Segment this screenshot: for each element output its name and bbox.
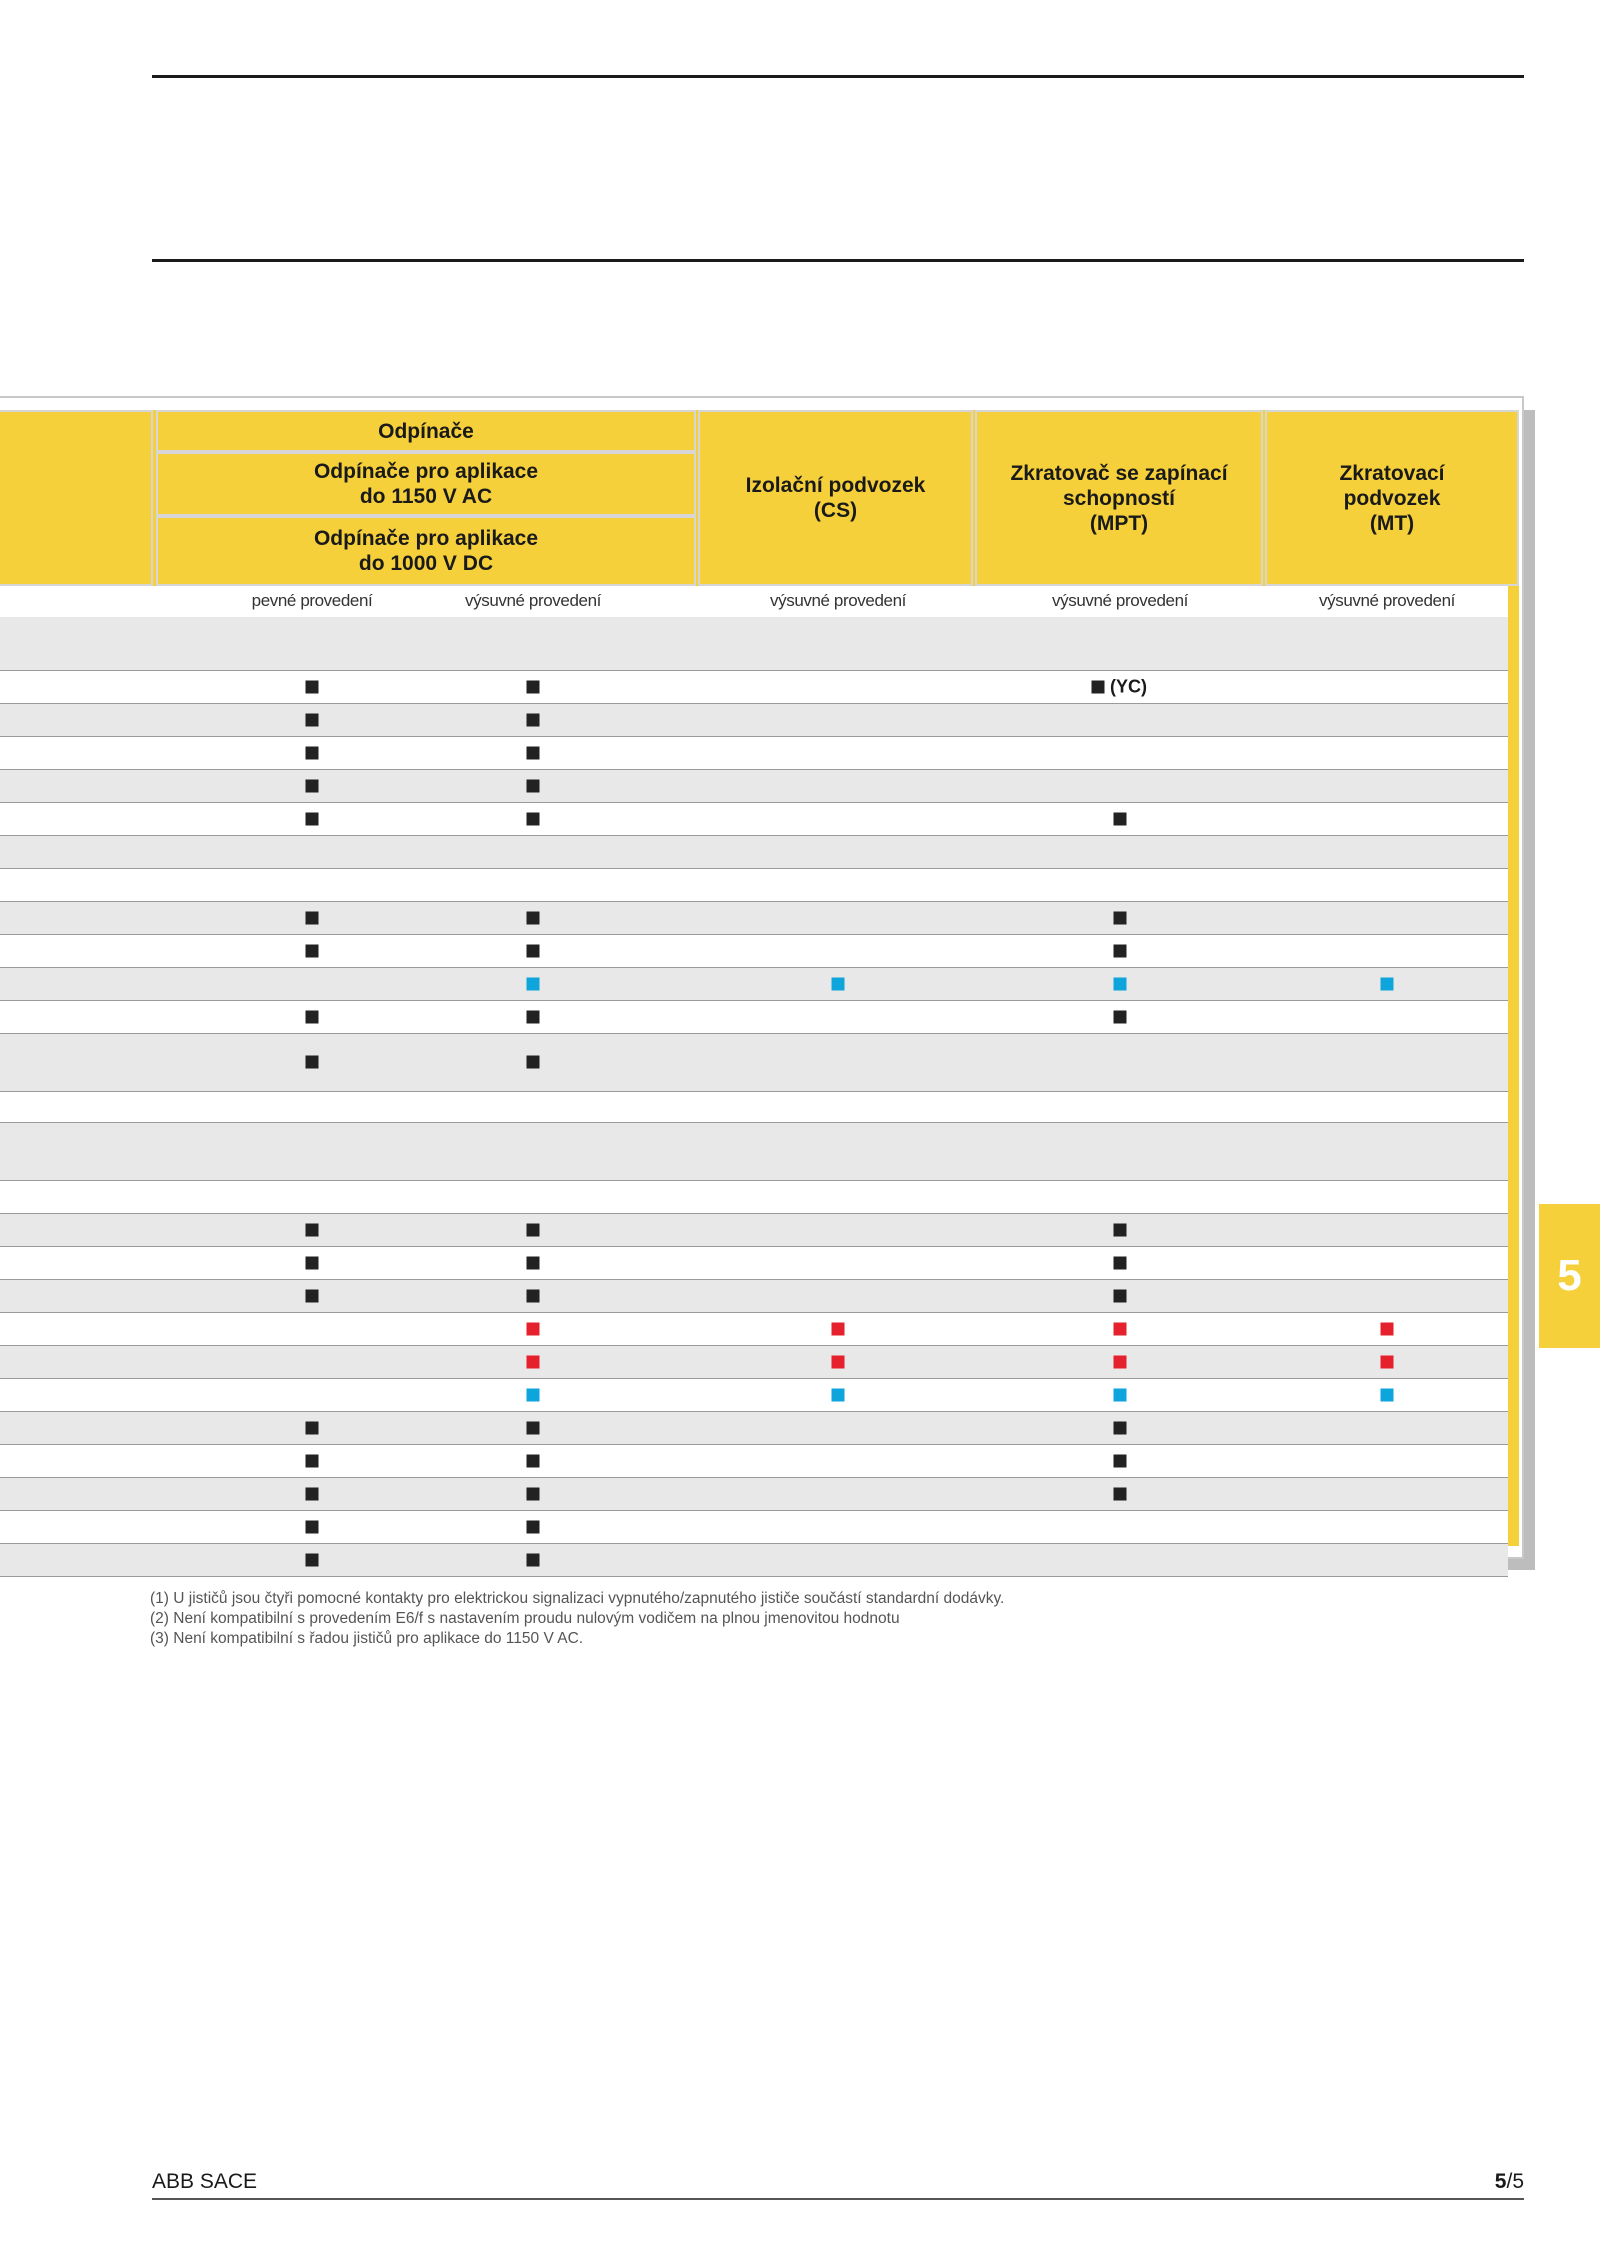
header-mpt: Zkratovač se zapínací schopností (MPT) <box>975 410 1263 586</box>
black-square-mark <box>1114 1223 1127 1236</box>
blue-square-mark <box>527 977 540 990</box>
red-square-mark <box>1381 1322 1394 1335</box>
header-odpinace: Odpínače <box>156 410 696 452</box>
table-row <box>0 770 1508 803</box>
black-square-mark <box>1114 1454 1127 1467</box>
footnote-2: (2) Není kompatibilní s provedením E6/f s nastavením proudu nulovým vodičem na plnou jmenovitou hodnotu <box>150 1610 900 1627</box>
table-row <box>0 1034 1508 1092</box>
blue-square-mark <box>527 1388 540 1401</box>
table-row <box>0 869 1508 902</box>
table-row <box>0 617 1508 671</box>
black-square-mark <box>306 1223 319 1236</box>
table-row <box>0 1445 1508 1478</box>
subheader-4: výsuvné provedení <box>1052 591 1188 610</box>
red-square-mark <box>527 1355 540 1368</box>
black-square-mark <box>306 1487 319 1500</box>
black-square-mark <box>306 680 319 693</box>
table-row <box>0 1123 1508 1181</box>
red-square-mark <box>1381 1355 1394 1368</box>
table-row <box>0 704 1508 737</box>
black-square-mark <box>1114 1010 1127 1023</box>
footnotes <box>150 1589 1004 1649</box>
table-row <box>0 902 1508 935</box>
footer-brand: ABB SACE <box>152 2170 258 2193</box>
black-square-mark <box>527 680 540 693</box>
table-row <box>0 935 1508 968</box>
black-square-mark <box>1092 680 1105 693</box>
black-square-mark <box>306 1454 319 1467</box>
table-row <box>0 1379 1508 1412</box>
yc-label: (YC) <box>1110 676 1147 696</box>
table-row <box>0 1511 1508 1544</box>
black-square-mark <box>527 779 540 792</box>
footnote-3: (3) Není kompatibilní s řadou jističů pro aplikace do 1150 V AC. <box>150 1630 584 1647</box>
black-square-mark <box>527 1289 540 1302</box>
black-square-mark <box>1114 1256 1127 1269</box>
table-row <box>0 1181 1508 1214</box>
table-row <box>0 1214 1508 1247</box>
subheader-5: výsuvné provedení <box>1319 591 1455 610</box>
black-square-mark <box>1114 1289 1127 1302</box>
black-square-mark <box>306 1520 319 1533</box>
page-number-bold: 5 <box>1494 2170 1507 2193</box>
page-number <box>1495 2170 1524 2194</box>
table-row <box>0 1478 1508 1511</box>
black-square-mark <box>306 1289 319 1302</box>
black-square-mark <box>306 911 319 924</box>
black-square-mark <box>527 1421 540 1434</box>
subheader-3: výsuvné provedení <box>770 591 906 610</box>
table-row <box>0 737 1508 770</box>
black-square-mark <box>527 746 540 759</box>
black-square-mark <box>1114 1487 1127 1500</box>
black-square-mark <box>1114 911 1127 924</box>
black-square-mark <box>527 1553 540 1566</box>
black-square-mark <box>306 746 319 759</box>
table-row <box>0 1346 1508 1379</box>
black-square-mark <box>527 1256 540 1269</box>
black-square-mark <box>527 911 540 924</box>
black-square-mark <box>527 944 540 957</box>
red-square-mark <box>832 1355 845 1368</box>
table-row <box>0 1247 1508 1280</box>
red-square-mark <box>832 1322 845 1335</box>
table-row <box>0 1280 1508 1313</box>
black-square-mark <box>527 812 540 825</box>
black-square-mark <box>527 1454 540 1467</box>
page-number-rest: /5 <box>1506 2170 1524 2193</box>
black-square-mark <box>306 812 319 825</box>
black-square-mark <box>306 1056 319 1069</box>
black-square-mark <box>527 1010 540 1023</box>
table-row <box>0 1001 1508 1034</box>
section-tab: 5 <box>1539 1204 1600 1348</box>
black-square-mark <box>306 713 319 726</box>
top-rule-1 <box>152 75 1524 78</box>
table-row <box>0 1313 1508 1346</box>
red-square-mark <box>527 1322 540 1335</box>
header-mt: Zkratovací podvozek (MT) <box>1265 410 1519 586</box>
black-square-mark <box>306 1421 319 1434</box>
table-row <box>0 1092 1508 1123</box>
red-square-mark <box>1114 1355 1127 1368</box>
footer-rule <box>152 2198 1524 2200</box>
black-square-mark <box>527 1487 540 1500</box>
black-square-mark <box>306 779 319 792</box>
black-square-mark <box>306 1256 319 1269</box>
subheader-2: výsuvné provedení <box>465 591 601 610</box>
black-square-mark <box>306 1010 319 1023</box>
black-square-mark <box>527 1056 540 1069</box>
header-odpinace-dc: Odpínače pro aplikace do 1000 V DC <box>156 516 696 586</box>
black-square-mark <box>527 713 540 726</box>
table-row <box>0 671 1508 704</box>
header-cs: Izolační podvozek (CS) <box>698 410 973 586</box>
red-square-mark <box>1114 1322 1127 1335</box>
blue-square-mark <box>832 1388 845 1401</box>
blue-square-mark <box>832 977 845 990</box>
black-square-mark <box>1114 1421 1127 1434</box>
blue-square-mark <box>1381 1388 1394 1401</box>
table-row <box>0 803 1508 836</box>
black-square-mark <box>306 1553 319 1566</box>
table-row <box>0 1412 1508 1445</box>
black-square-mark <box>306 944 319 957</box>
black-square-mark <box>1114 812 1127 825</box>
blue-square-mark <box>1381 977 1394 990</box>
blue-square-mark <box>1114 1388 1127 1401</box>
black-square-mark <box>527 1223 540 1236</box>
black-square-mark <box>1114 944 1127 957</box>
header-left-stub <box>0 410 153 586</box>
top-rule-2 <box>152 259 1524 262</box>
table-row <box>0 1544 1508 1577</box>
table-row <box>0 836 1508 869</box>
blue-square-mark <box>1114 977 1127 990</box>
subheader-1: pevné provedení <box>251 591 373 610</box>
footnote-1: (1) U jističů jsou čtyři pomocné kontakty pro elektrickou signalizaci vypnutého/zapnutého jističe součástí standardní dodávky. <box>150 1590 1005 1607</box>
header-odpinace-ac: Odpínače pro aplikace do 1150 V AC <box>156 452 696 516</box>
black-square-mark <box>527 1520 540 1533</box>
table-row <box>0 968 1508 1001</box>
